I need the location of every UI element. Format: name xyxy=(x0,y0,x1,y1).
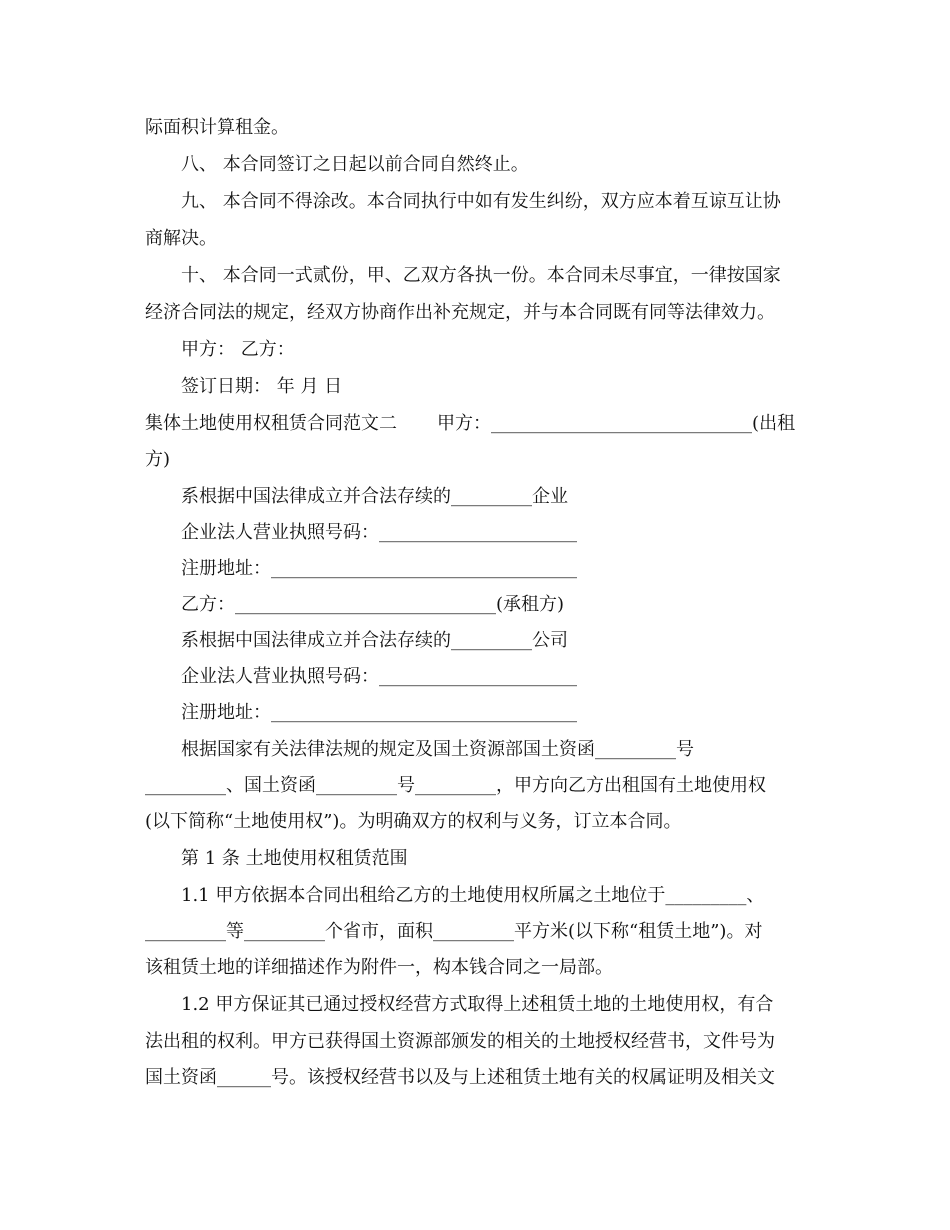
text-line: 十、 本合同一式贰份，甲、乙双方各执一份。本合同未尽事宜，一律按国家 xyxy=(181,265,781,286)
text-line: 际面积计算租金。 xyxy=(145,117,289,138)
text-line: 九、 本合同不得涂改。本合同执行中如有发生纠纷，双方应本着互谅互让协 xyxy=(181,191,781,212)
text-line: 法出租的权利。甲方已获得国土资源部颁发的相关的土地授权经营书，文件号为 xyxy=(145,1031,775,1052)
text-line: 第 1 条 土地使用权租赁范围 xyxy=(181,848,408,869)
text-line: _________等_________个省市，面积_________平方米(以下称“租赁土地”)。对 xyxy=(145,921,763,942)
text-line: (以下简称“土地使用权”)。为明确双方的权利与义务，订立本合同。 xyxy=(145,811,682,832)
text-line: 八、 本合同签订之日起以前合同自然终止。 xyxy=(181,154,529,175)
text-line: 1.2 甲方保证其已通过授权经营方式取得上述租赁土地的土地使用权，有合 xyxy=(181,994,774,1015)
text-line: 系根据中国法律成立并合法存续的_________公司 xyxy=(181,630,568,651)
text-line: 企业法人营业执照号码：______________________ xyxy=(181,666,577,687)
text-line: 国土资函______号。该授权经营书以及与上述租赁土地有关的权属证明及相关文 xyxy=(145,1067,775,1088)
text-line: 1.1 甲方依据本合同出租给乙方的土地使用权所属之土地位于_________、 xyxy=(181,885,765,906)
text-line: 集体土地使用权租赁合同范文二 甲方：_____________________________(出租 xyxy=(145,413,796,434)
text-line: 乙方：_____________________________(承租方) xyxy=(181,594,565,615)
text-line: 商解决。 xyxy=(145,228,217,249)
text-line: 方) xyxy=(145,449,171,470)
text-line: 该租赁土地的详细描述作为附件一，构本钱合同之一局部。 xyxy=(145,957,613,978)
text-line: _________、国土资函_________号_________，甲方向乙方出租国有土地使用权 xyxy=(145,775,766,796)
text-line: 经济合同法的规定，经双方协商作出补充规定，并与本合同既有同等法律效力。 xyxy=(145,302,775,323)
text-line: 甲方： 乙方： xyxy=(181,339,295,360)
text-line: 注册地址：__________________________________ xyxy=(181,702,577,723)
text-line: 签订日期： 年 月 日 xyxy=(181,376,343,397)
text-line: 注册地址：__________________________________ xyxy=(181,558,577,579)
text-line: 根据国家有关法律法规的规定及国土资源部国土资函_________号 xyxy=(181,739,694,760)
text-line: 系根据中国法律成立并合法存续的_________企业 xyxy=(181,486,568,507)
text-line: 企业法人营业执照号码：______________________ xyxy=(181,522,577,543)
